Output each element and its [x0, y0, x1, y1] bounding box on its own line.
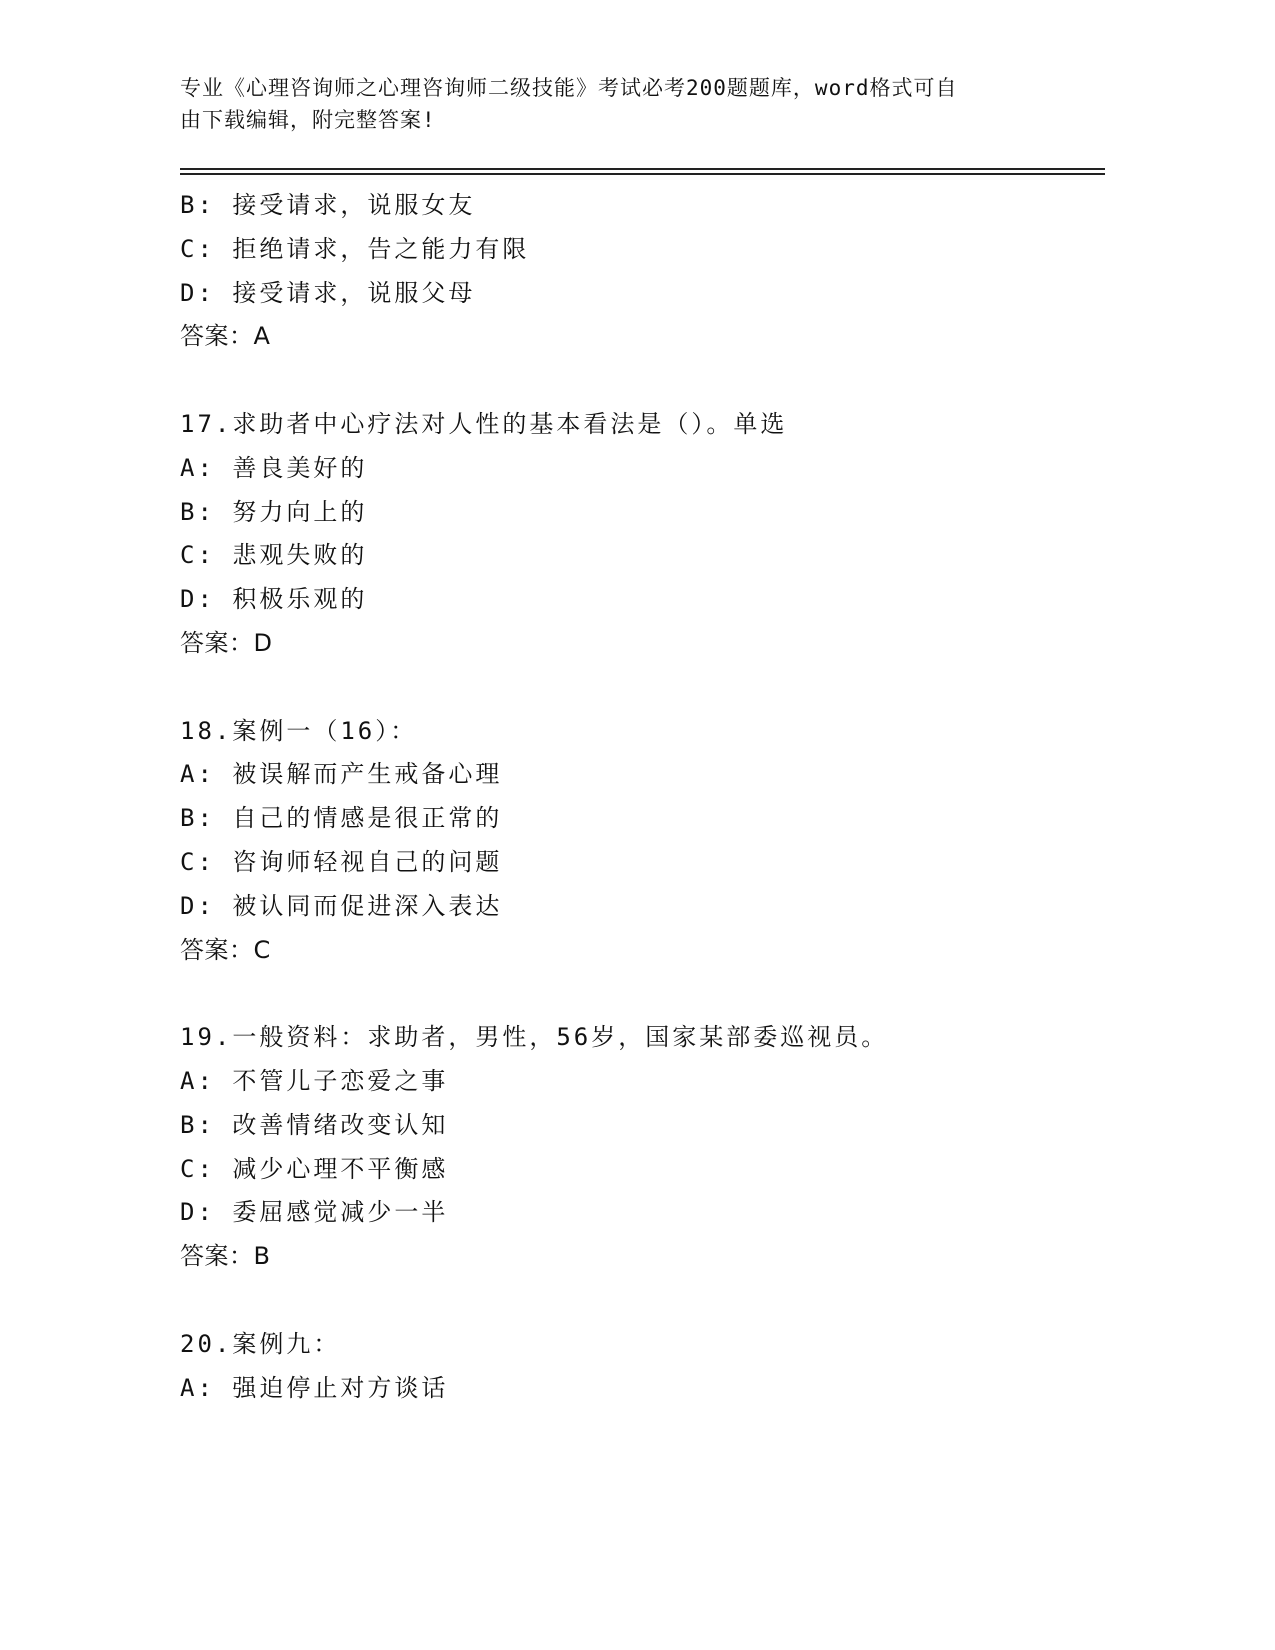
question-17-stem: 17.求助者中心疗法对人性的基本看法是（）。单选	[180, 409, 788, 438]
question-18-option-d: D: 被认同而促进深入表达	[180, 891, 503, 920]
spacer	[180, 1279, 1105, 1323]
question-18-stem: 18.案例一（16）：	[180, 716, 418, 745]
question-16-option-b: B: 接受请求，说服女友	[180, 191, 476, 219]
question-20-stem: 20.案例九：	[180, 1329, 341, 1358]
header-line-1: 专业《心理咨询师之心理咨询师二级技能》考试必考200题题库，word格式可自	[180, 76, 958, 100]
question-19-stem: 19.一般资料：求助者，男性，56岁，国家某部委巡视员。	[180, 1023, 889, 1052]
question-16-answer: 答案：A	[180, 322, 271, 351]
question-18-option-c: C: 咨询师轻视自己的问题	[180, 847, 503, 876]
header-line-2: 由下载编辑，附完整答案!	[180, 108, 436, 132]
question-17-answer: 答案：D	[180, 628, 273, 657]
spacer	[180, 666, 1105, 710]
header-divider-top	[180, 168, 1105, 170]
question-17-option-b: B: 努力向上的	[180, 497, 368, 526]
spacer	[180, 359, 1105, 403]
question-19-option-a: A: 不管儿子恋爱之事	[180, 1066, 449, 1095]
question-16-option-c: C: 拒绝请求，告之能力有限	[180, 234, 530, 263]
question-18-option-a: A: 被误解而产生戒备心理	[180, 760, 503, 789]
question-17-block	[180, 403, 1105, 666]
question-18-block	[180, 710, 1105, 973]
question-19-option-c: C: 减少心理不平衡感	[180, 1154, 449, 1183]
question-19-option-d: D: 委屈感觉减少一半	[180, 1198, 449, 1227]
spacer	[180, 972, 1105, 1016]
question-16-block	[180, 184, 1105, 359]
question-17-option-d: D: 积极乐观的	[180, 585, 368, 614]
question-18-option-b: B: 自己的情感是很正常的	[180, 804, 503, 833]
question-19-answer: 答案：B	[180, 1242, 271, 1271]
question-18-answer: 答案：C	[180, 935, 271, 964]
question-16-option-d: D: 接受请求，说服父母	[180, 278, 476, 307]
question-20-option-a: A: 强迫停止对方谈话	[180, 1373, 449, 1402]
header-divider-bottom	[180, 173, 1105, 175]
question-17-option-c: C: 悲观失败的	[180, 541, 368, 570]
question-20-block	[180, 1323, 1105, 1411]
question-19-block	[180, 1016, 1105, 1279]
question-list	[180, 184, 1105, 1410]
question-19-option-b: B: 改善情绪改变认知	[180, 1110, 449, 1139]
document-header	[180, 72, 1040, 136]
question-17-option-a: A: 善良美好的	[180, 453, 368, 482]
